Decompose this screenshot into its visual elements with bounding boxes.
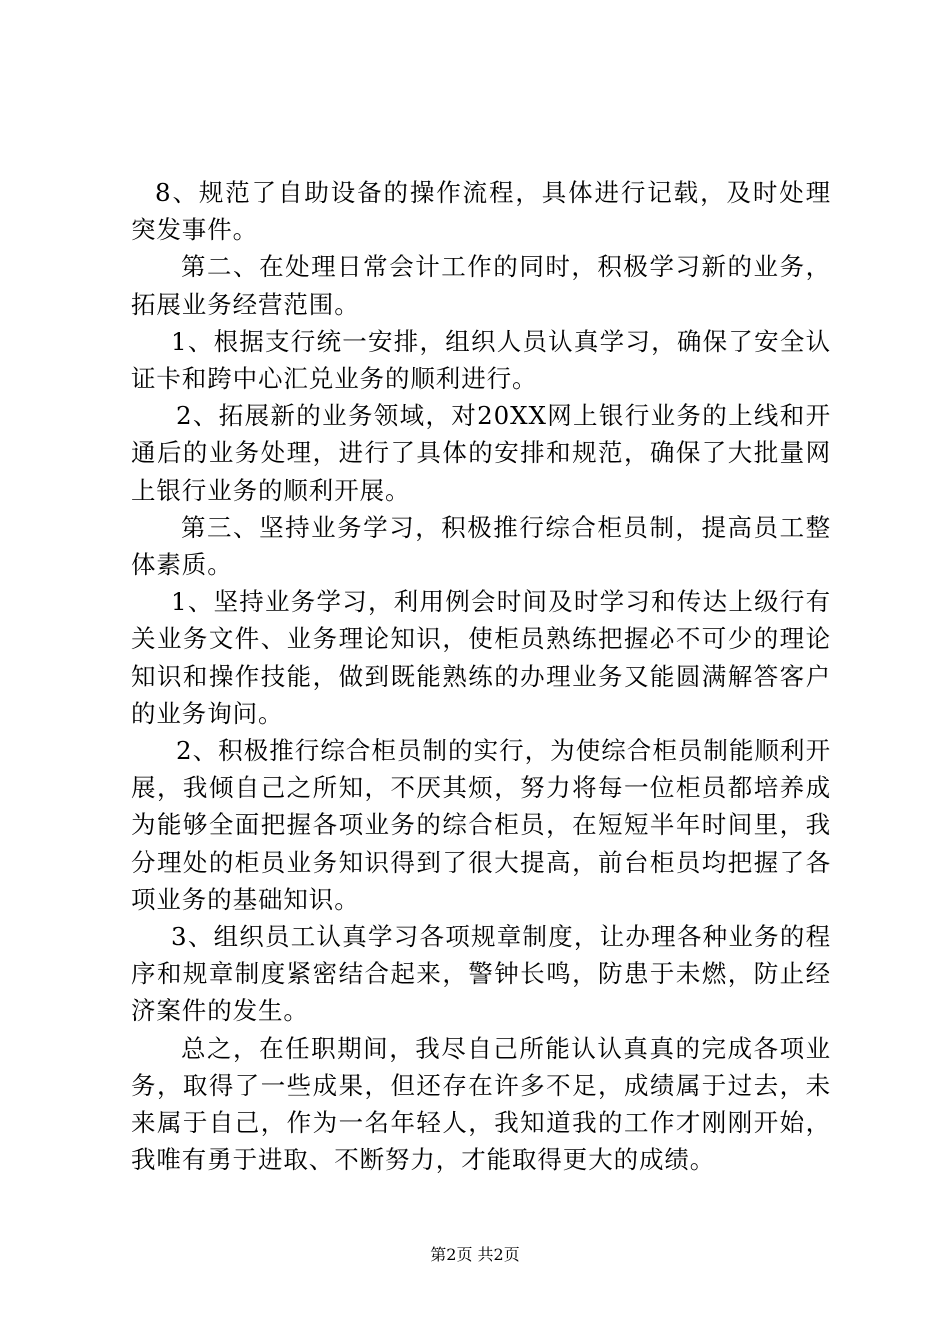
page-number-footer: 第2页 共2页 — [430, 1245, 520, 1264]
paragraph-section-two-heading: 第二、在处理日常会计工作的同时，积极学习新的业务，拓展业务经营范围。 — [131, 252, 831, 319]
document-body — [131, 174, 831, 1178]
paragraph-item-8-self-service: 8、规范了自助设备的操作流程，具体进行记载，及时处理突发事件。 — [131, 178, 831, 245]
paragraph-summary: 总之，在任职期间，我尽自己所能认认真真的完成各项业务，取得了一些成果，但还存在许多不足，成绩属于过去，未来属于自己，作为一名年轻人，我知道我的工作才刚刚开始，我唯有勇于进取、不断努力，才能取得更大的成绩。 — [131, 1033, 831, 1175]
paragraph-section-three-heading: 第三、坚持业务学习，积极推行综合柜员制，提高员工整体素质。 — [131, 512, 831, 580]
paragraph-item-2-online-banking: 2、拓展新的业务领域，对20XX网上银行业务的上线和开通后的业务处理，进行了具体的安排和规范，确保了大批量网上银行业务的顺利开展。 — [131, 401, 831, 505]
paragraph-item-2-teller-system: 2、积极推行综合柜员制的实行，为使综合柜员制能顺利开展，我倾自己之所知，不厌其烦，努力将每一位柜员都培养成为能够全面把握各项业务的综合柜员，在短短半年时间里，我分理处的柜员业务知识得到了很大提高，前台柜员均把握了各项业务的基础知识。 — [131, 736, 831, 914]
paragraph-item-1-security-card: 1、根据支行统一安排，组织人员认真学习，确保了安全认证卡和跨中心汇兑业务的顺利进行。 — [131, 326, 831, 394]
paragraph-item-1-business-study: 1、坚持业务学习，利用例会时间及时学习和传达上级行有关业务文件、业务理论知识，使柜员熟练把握必不可少的理论知识和操作技能，做到既能熟练的办理业务又能圆满解答客户的业务询问。 — [131, 587, 831, 728]
paragraph-item-3-regulations: 3、组织员工认真学习各项规章制度，让办理各种业务的程序和规章制度紧密结合起来，警钟长鸣，防患于未燃，防止经济案件的发生。 — [131, 922, 831, 1026]
